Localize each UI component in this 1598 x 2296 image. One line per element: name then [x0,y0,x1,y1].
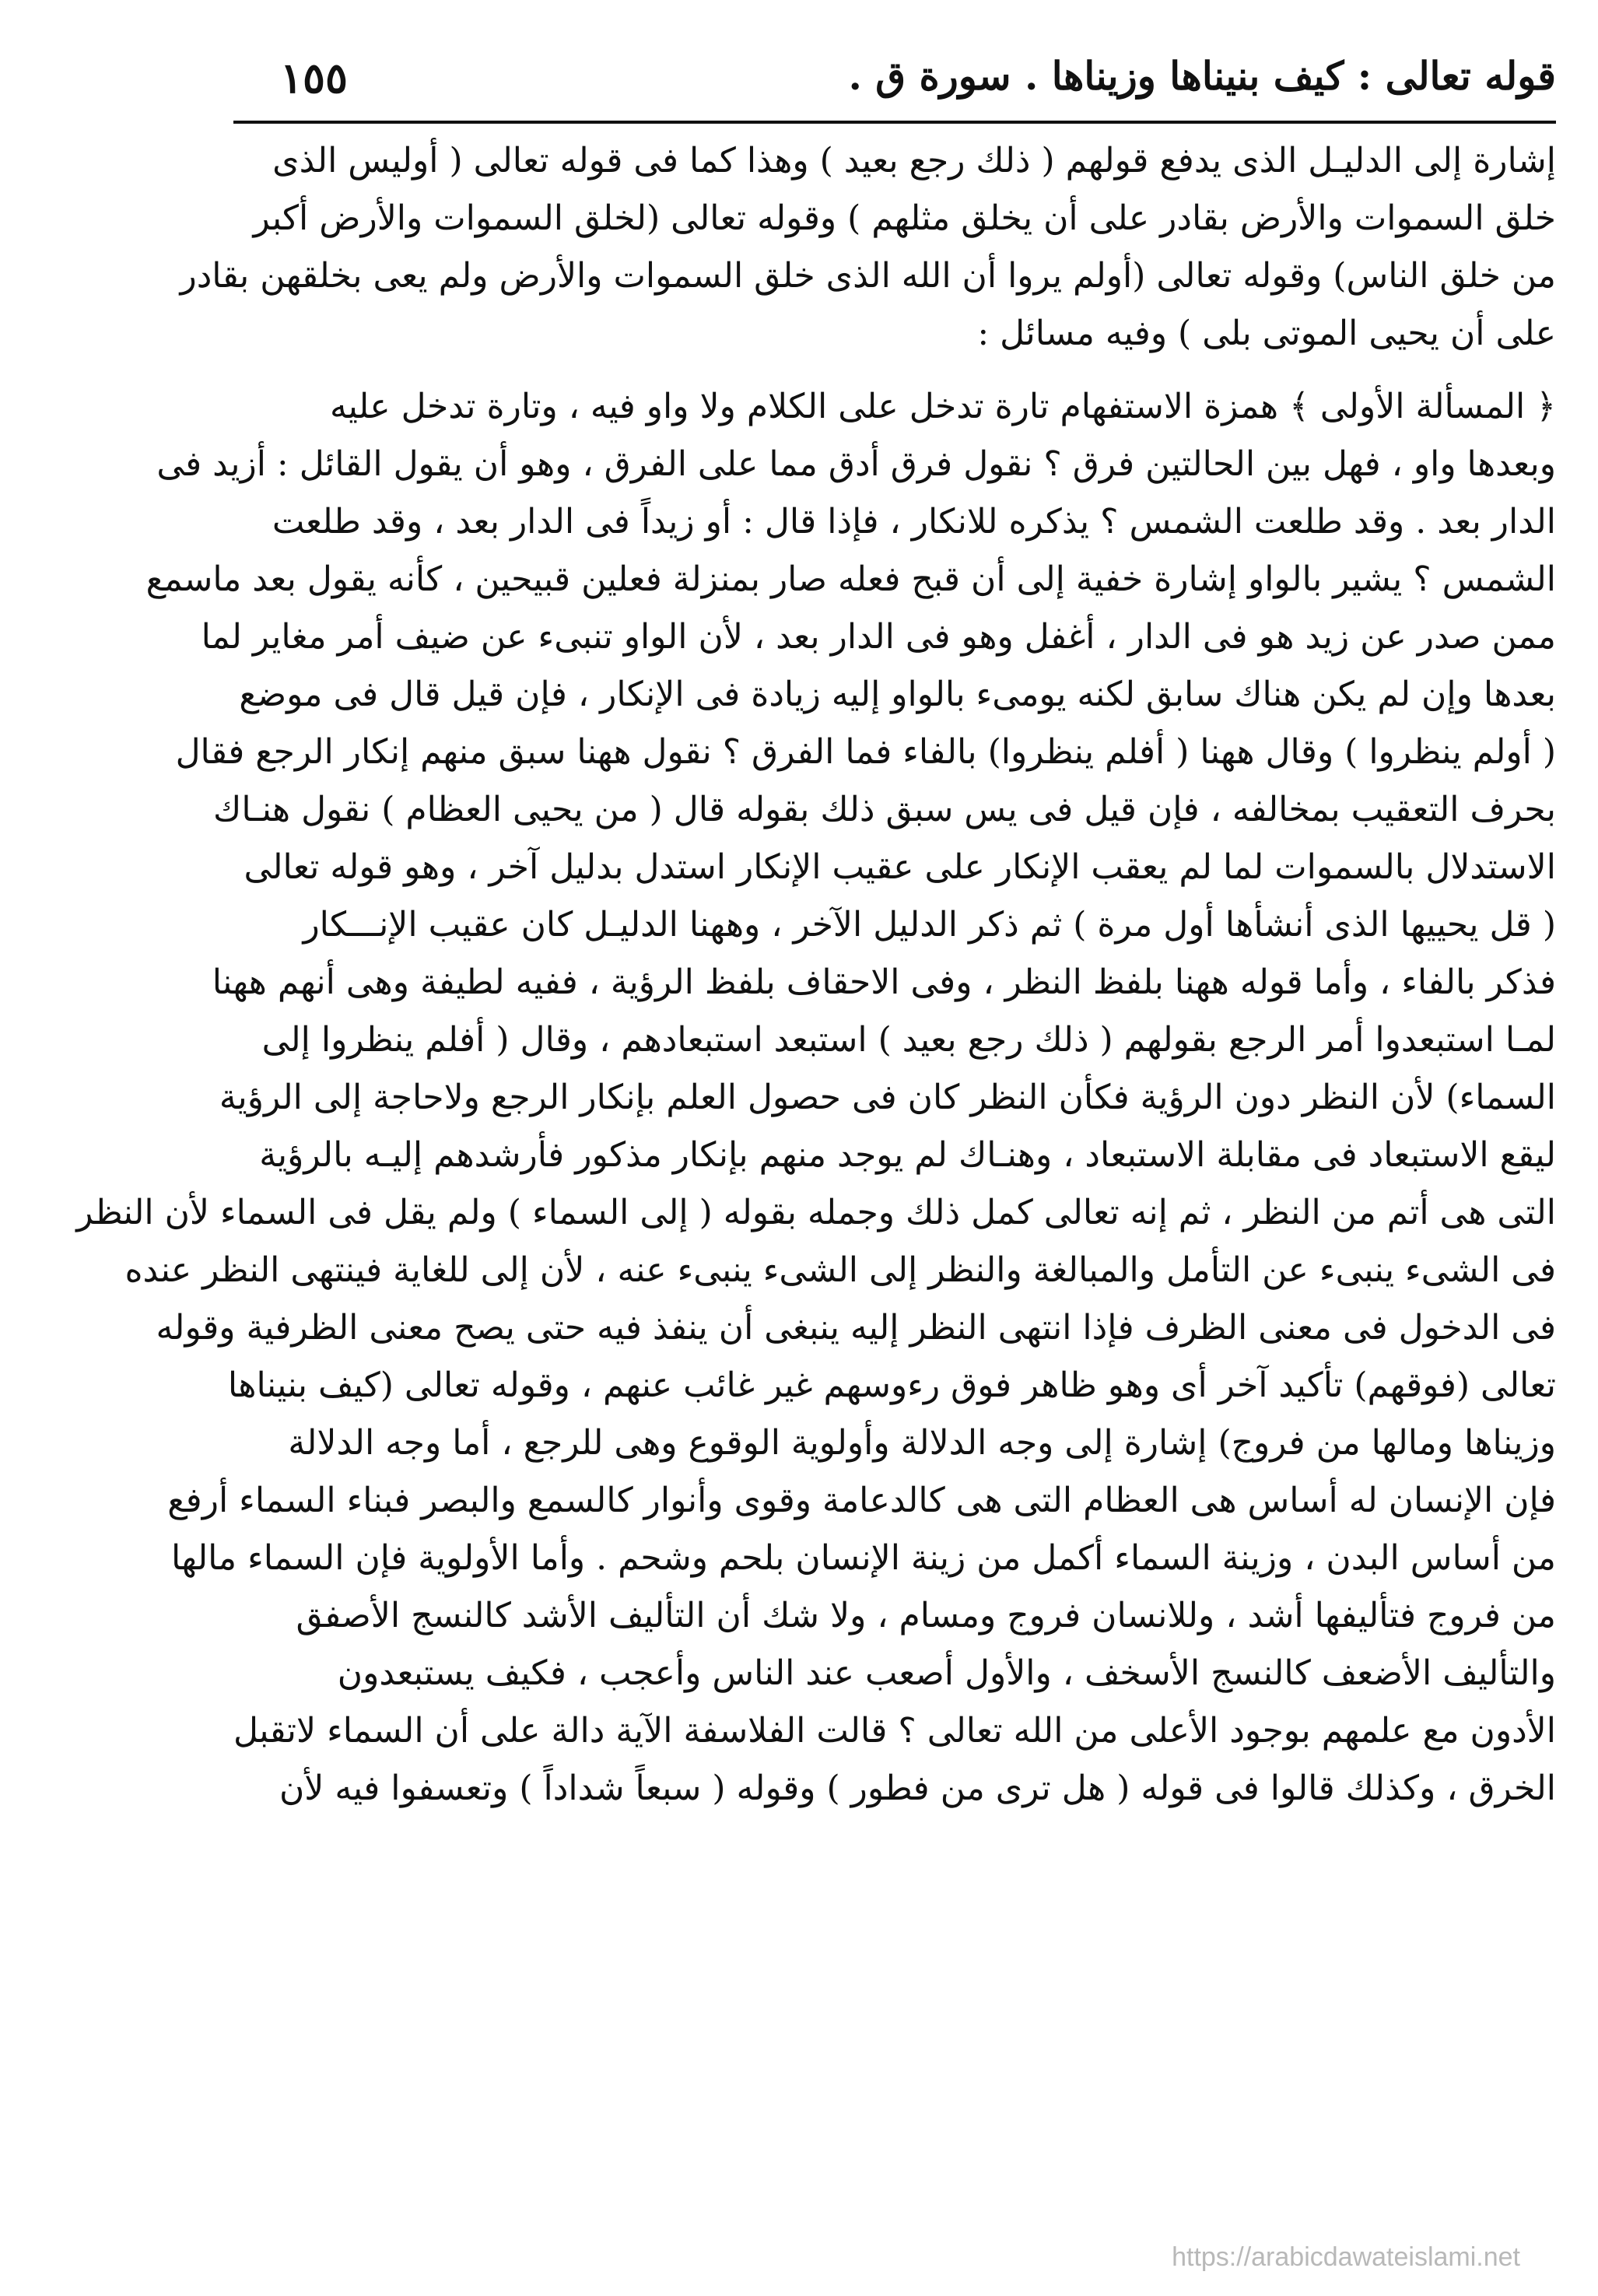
text-line: والتأليف الأضعف كالنسج الأسخف ، والأول أصعب عند الناس وأعجب ، فكيف يستبعدون [337,1653,1556,1693]
text-line: من فروج فتأليفها أشد ، وللانسان فروج ومسام ، ولا شك أن التأليف الأشد كالنسج الأصفق [296,1596,1556,1635]
text-line: ( أولم ينظروا ) وقال ههنا ( أفلم ينظروا) بالفاء فما الفرق ؟ نقول ههنا سبق منهم إنكار الرجع فقال [175,732,1556,772]
page-body [76,132,1556,1818]
text-line: ( قل يحييها الذى أنشأها أول مرة ) ثم ذكر الدليل الآخر ، وههنا الدليـل كان عقيب الإنـــكار [303,905,1556,945]
text-line: الدار بعد . وقد طلعت الشمس ؟ يذكره للانكار ، فإذا قال : أو زيداً فى الدار بعد ، وقد طلعت [272,502,1556,542]
header-divider [233,121,1556,124]
text-line: ليقع الاستبعاد فى مقابلة الاستبعاد ، وهنـاك لم يوجد منهم بإنكار مذكور فأرشدهم إليـه بالرؤية [259,1135,1556,1175]
text-line: لمـا استبعدوا أمر الرجع بقولهم ( ذلك رجع بعيد ) استبعد استبعادهم ، وقال ( أفلم ينظروا إلى [261,1020,1556,1060]
text-line: فإن الإنسان له أساس هى العظام التى هى كالدعامة وقوى وأنوار كالسمع والبصر فبناء السماء أرفع [167,1481,1556,1520]
text-line: فى الدخول فى معنى الظرف فإذا انتهى النظر إليه ينبغى أن ينفذ فيه حتى يصح معنى الظرفية وقوله [156,1308,1556,1348]
text-line: الاستدلال بالسموات لما لم يعقب الإنكار على عقيب الإنكار استدل بدليل آخر ، وهو قوله تعالى [244,847,1556,887]
text-line: فى الشىء ينبىء عن التأمل والمبالغة والنظر إلى الشىء ينبىء عنه ، لأن إلى للغاية فينتهى النظر عنده [124,1250,1556,1290]
text-line: بعدها وإن لم يكن هناك سابق لكنه يومىء بالواو إليه زيادة فى الإنكار ، فإن قيل قال فى موضع [239,675,1556,714]
text-line: على أن يحيى الموتى بلى ) وفيه مسائل : [977,314,1556,353]
text-line: التى هى أتم من النظر ، ثم إنه تعالى كمل ذلك وجمله بقوله ( إلى السماء ) ولم يقل فى السماء لأن النظر [76,1193,1556,1232]
text-line: إشارة إلى الدليـل الذى يدفع قولهم ( ذلك رجع بعيد ) وهذا كما فى قوله تعالى ( أوليس الذى [272,141,1556,181]
text-line: الخرق ، وكذلك قالوا فى قوله ( هل ترى من فطور ) وقوله ( سبعاً شداداً ) وتعسفوا فيه لأن [279,1768,1556,1808]
text-line: السماء) لأن النظر دون الرؤية فكأن النظر كان فى حصول العلم بإنكار الرجع ولاحاجة إلى الرؤية [219,1078,1556,1117]
text-line: ممن صدر عن زيد هو فى الدار ، أغفل وهو فى الدار بعد ، لأن الواو تنبىء عن ضيف أمر مغاير لما [201,617,1556,657]
watermark-url: https://arabicdawateislami.net [1172,2242,1520,2272]
text-line: فذكر بالفاء ، وأما قوله ههنا بلفظ النظر ، وفى الاحقاف بلفظ الرؤية ، ففيه لطيفة وهى أنهم ههنا [212,962,1556,1002]
running-header-title: قوله تعالى : كيف بنيناها وزيناها . سورة ق . [848,53,1556,99]
text-line: الأدون مع علمهم بوجود الأعلى من الله تعالى ؟ قالت الفلاسفة الآية دالة على أن السماء لاتقبل [233,1711,1556,1751]
page-number: ١٥٥ [280,53,349,103]
text-line: خلق السموات والأرض بقادر على أن يخلق مثلهم ) وقوله تعالى (لخلق السموات والأرض أكبر [253,198,1556,238]
text-line: الشمس ؟ يشير بالواو إشارة خفية إلى أن قبح فعله صار بمنزلة فعلين قبيحين ، كأنه يقول بعد ماسمع [145,559,1556,599]
page-header [233,47,1556,124]
text-line: ﴿ المسألة الأولى ﴾ همزة الاستفهام تارة تدخل على الكلام ولا واو فيه ، وتارة تدخل عليه [330,387,1556,426]
text-line: من خلق الناس) وقوله تعالى (أولم يروا أن الله الذى خلق السموات والأرض ولم يعى بخلقهن بقادر [180,256,1556,296]
text-line: وزيناها ومالها من فروج) إشارة إلى وجه الدلالة وأولوية الوقوع وهى للرجع ، أما وجه الدلالة [288,1423,1556,1463]
text-line: بحرف التعقيب بمخالفه ، فإن قيل فى يس سبق ذلك بقوله قال ( من يحيى العظام ) نقول هنـاك [213,790,1556,829]
text-line: وبعدها واو ، فهل بين الحالتين فرق ؟ نقول فرق أدق مما على الفرق ، وهو أن يقول القائل : أزيد فى [156,444,1556,484]
text-line: تعالى (فوقهم) تأكيد آخر أى وهو ظاهر فوق رءوسهم غير غائب عنهم ، وقوله تعالى (كيف بنيناها [227,1365,1556,1405]
text-line: من أساس البدن ، وزينة السماء أكمل من زينة الإنسان بلحم وشحم . وأما الأولوية فإن السماء مالها [171,1538,1556,1578]
